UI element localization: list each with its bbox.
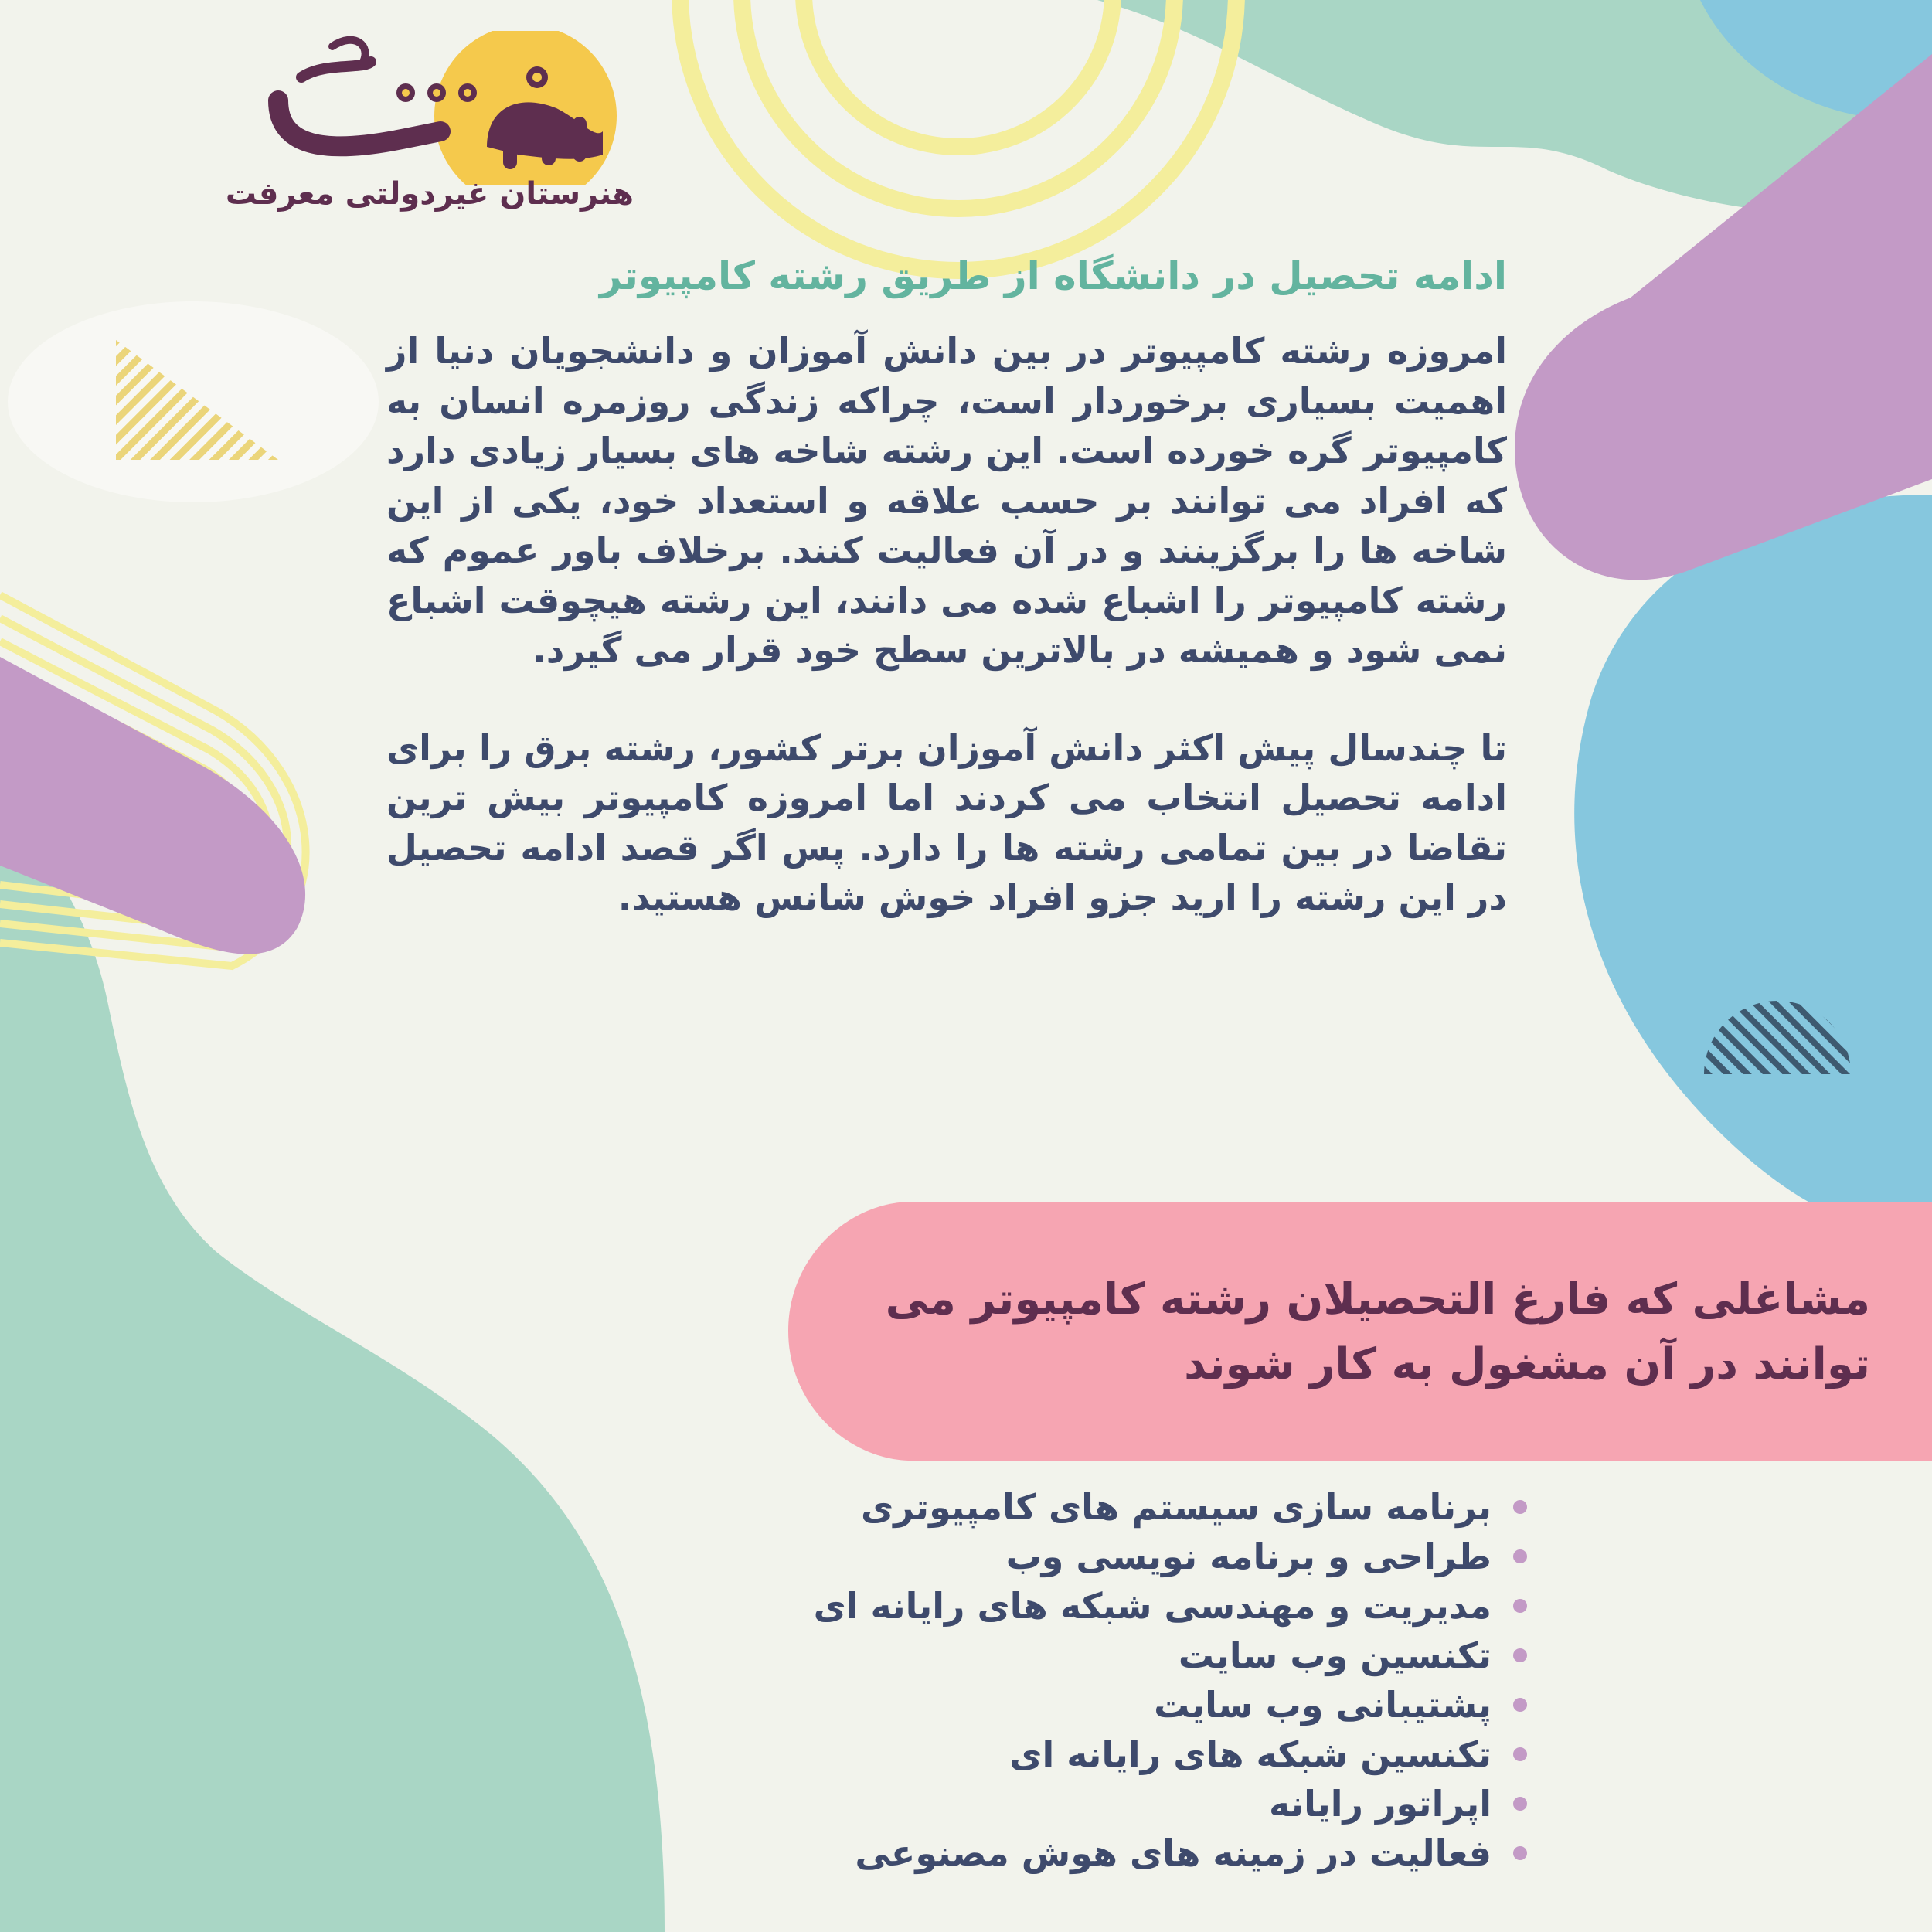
article-paragraph-1: امروزه رشته کامپیوتر در بین دانش آموزان و دانشجویان دنیا از اهمیت بسیاری برخوردار است، چراکه زندگی روزمره انسان به کامپیوتر گره خورده است. این رشته شاخه های بسیار زیادی دارد که افراد می توانند بر حسب علاقه و استعداد خود، یکی از این شاخه ها را برگزینند و در آن فعالیت کنند. برخلاف باور عموم که رشته کامپیوتر را اشباع شده می دانند، این رشته هیچوقت اشباع نمی شود و همیشه در بالاترین سطح خود قرار می گیرد. xyxy=(386,330,1507,671)
bullet-dot-icon xyxy=(1513,1599,1527,1613)
list-item xyxy=(696,1828,1530,1878)
jobs-list xyxy=(696,1482,1530,1878)
list-item xyxy=(696,1581,1530,1631)
jobs-heading: مشاغلی که فارغ التحصیلان رشته کامپیوتر می توانند در آن مشغول به کار شوند xyxy=(885,1274,1870,1389)
list-item xyxy=(696,1779,1530,1828)
bullet-dot-icon xyxy=(1513,1846,1527,1860)
school-name: هنرستان غیردولتی معرفت xyxy=(225,176,634,212)
bullet-dot-icon xyxy=(1513,1797,1527,1811)
job-label: فعالیت در زمینه های هوش مصنوعی xyxy=(855,1832,1492,1874)
yellow-rings-top xyxy=(680,0,1236,270)
article xyxy=(379,251,1507,923)
bullet-dot-icon xyxy=(1513,1747,1527,1761)
job-label: تکنسین وب سایت xyxy=(1178,1634,1492,1676)
list-item xyxy=(696,1680,1530,1730)
article-title: ادامه تحصیل در دانشگاه از طریق رشته کامپیوتر xyxy=(600,253,1507,298)
job-label: اپراتور رایانه xyxy=(1269,1783,1492,1825)
bullet-dot-icon xyxy=(1513,1648,1527,1662)
bullet-dot-icon xyxy=(1513,1500,1527,1514)
list-item xyxy=(696,1482,1530,1532)
job-label: مدیریت و مهندسی شبکه های رایانه ای xyxy=(813,1585,1492,1627)
list-item xyxy=(696,1730,1530,1779)
job-label: پشتیبانی وب سایت xyxy=(1154,1684,1492,1726)
blue-blob-right xyxy=(1574,495,1932,1236)
job-label: برنامه سازی سیستم های کامپیوتری xyxy=(861,1486,1492,1528)
bullet-dot-icon xyxy=(1513,1698,1527,1712)
list-item xyxy=(696,1631,1530,1680)
bullet-dot-icon xyxy=(1513,1549,1527,1563)
job-label: طراحی و برنامه نویسی وب xyxy=(1005,1536,1492,1577)
article-paragraph-2: تا چندسال پیش اکثر دانش آموزان برتر کشور، رشته برق را برای ادامه تحصیل انتخاب می کردند اما امروزه کامپیوتر بیش ترین تقاضا در بین تمامی رشته ها را دارد. پس اگر قصد ادامه تحصیل در این رشته را ارید جزو افراد خوش شانس هستید. xyxy=(386,726,1507,918)
logo-mark xyxy=(255,31,626,185)
list-item xyxy=(696,1532,1530,1581)
job-label: تکنسین شبکه های رایانه ای xyxy=(1009,1733,1492,1775)
